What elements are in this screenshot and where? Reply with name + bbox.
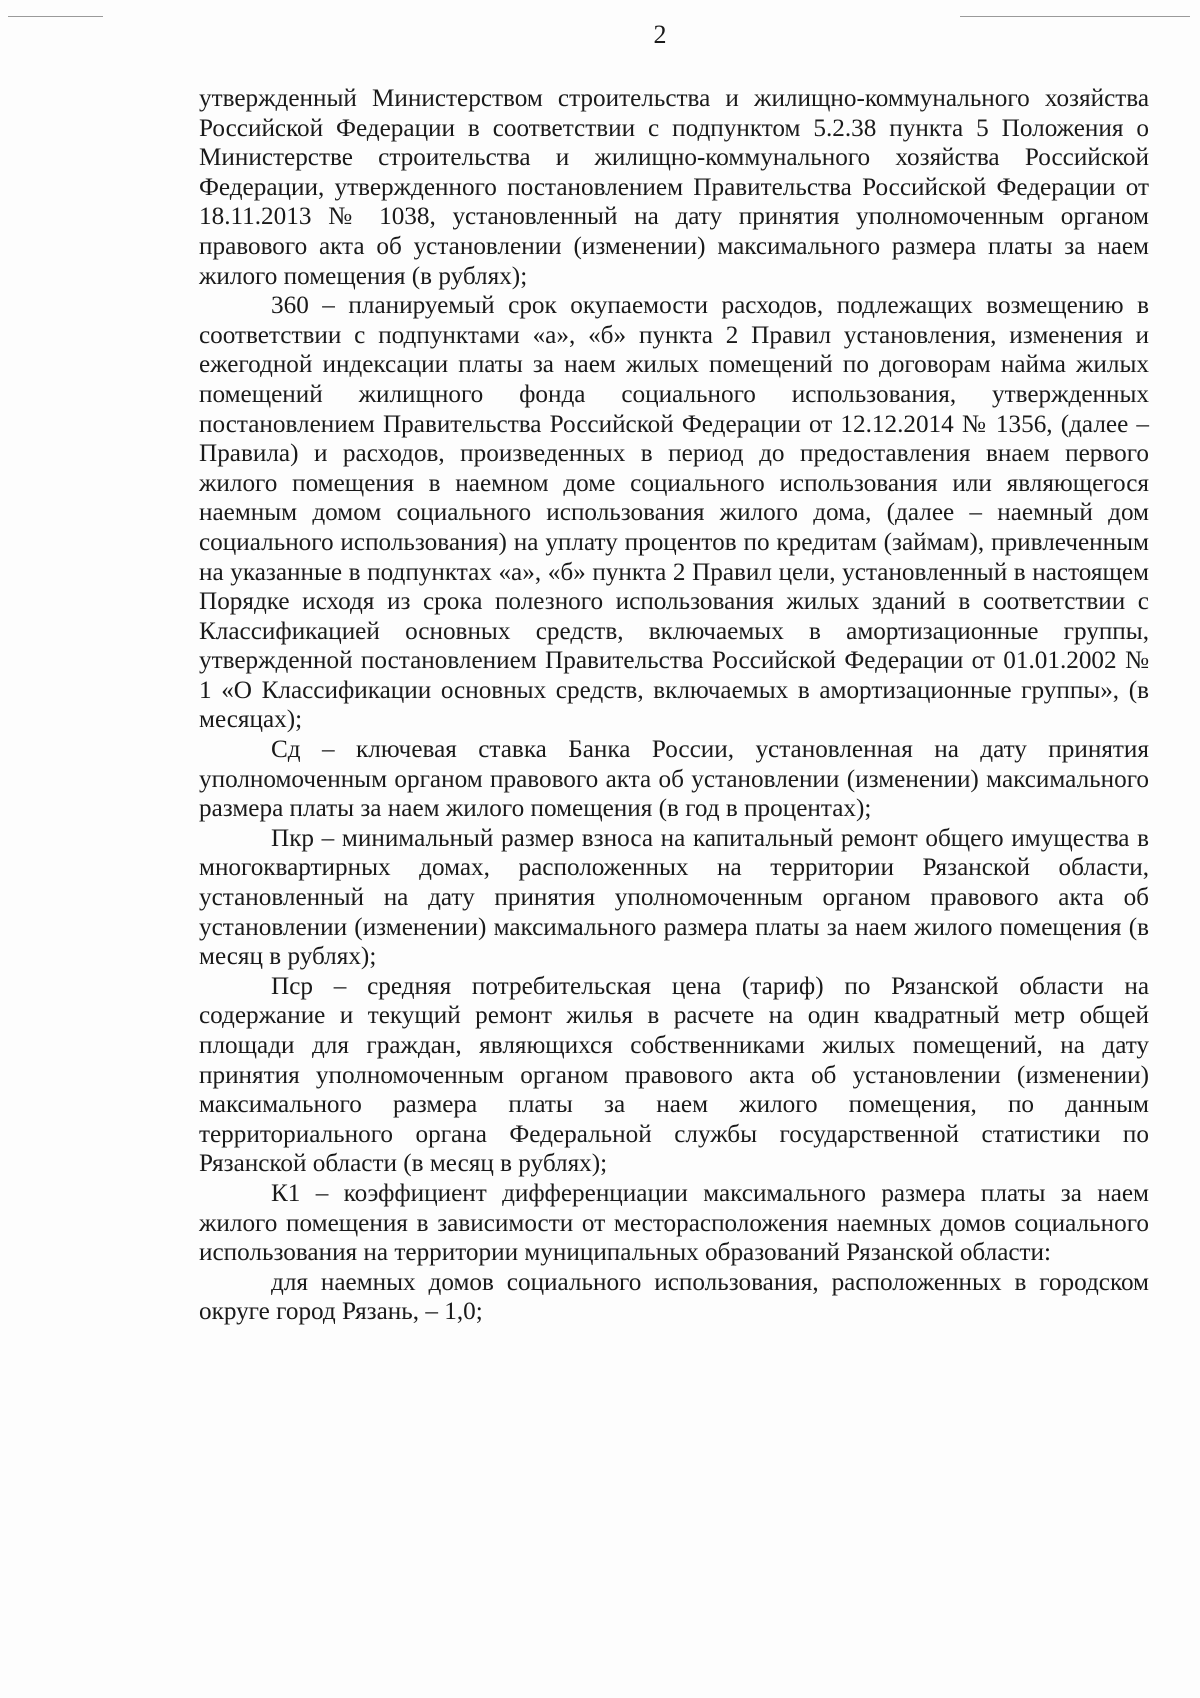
paragraph-psr-definition: Пср – средняя потребительская цена (тариф) по Рязанской области на содержание и текущий ремонт жилья в расчете на один квадратный метр общей площади для граждан, являющихся собственниками жилых помещений, на дату принятия уполномоченным органом правового акта об установлении (изменении) максимального размера платы за наем жилого помещения, по данным территориального органа Федеральной службы государственной статистики по Рязанской области (в месяц в рублях); bbox=[199, 972, 1149, 1178]
scan-artifact-top-left bbox=[8, 16, 103, 17]
paragraph-360-definition: 360 – планируемый срок окупаемости расходов, подлежащих возмещению в соответствии с подпунктами «а», «б» пункта 2 Правил установления, изменения и ежегодной индексации платы за наем жилых помещений по договорам найма жилых помещений жилищного фонда социального использования, утвержденных постановлением Правительства Российской Федерации от 12.12.2014 № 1356, (далее – Правила) и расходов, произведенных в период до предоставления внаем первого жилого помещения в наемном доме социального использования или являющегося наемным домом социального использования жилого дома, (далее – наемный дом социального использования) на уплату процентов по кредитам (займам), привлеченным на указанные в подпунктах «а», «б» пункта 2 Правил цели, установленный в настоящем Порядке исходя из срока полезного использования жилых зданий в соответствии с Классификацией основных средств, включаемых в амортизационные группы, утвержденной постановлением Правительства Российской Федерации от 01.01.2002 № 1 «О Классификации основных средств, включаемых в амортизационные группы», (в месяцах); bbox=[199, 292, 1149, 734]
paragraph-k1-definition: К1 – коэффициент дифференциации максимального размера платы за наем жилого помещения в зависимости от месторасположения наемных домов социального использования на территории муниципальных образований Рязанской области: bbox=[199, 1179, 1149, 1267]
paragraph-k1-ryazan-value: для наемных домов социального использования, расположенных в городском округе город Рязань, – 1,0; bbox=[199, 1268, 1149, 1326]
paragraph-continuation: утвержденный Министерством строительства и жилищно-коммунального хозяйства Российской Федерации в соответствии с подпунктом 5.2.38 пункта 5 Положения о Министерстве строительства и жилищно-коммунального хозяйства Российской Федерации, утвержденного постановлением Правительства Российской Федерации от 18.11.2013 № 1038, установленный на дату принятия уполномоченным органом правового акта об установлении (изменении) максимального размера платы за наем жилого помещения (в рублях); bbox=[199, 85, 1149, 290]
scan-artifact-top-right bbox=[960, 16, 1190, 17]
document-body bbox=[199, 84, 1149, 1327]
page-number: 2 bbox=[653, 20, 667, 49]
paragraph-pkr-definition: Пкр – минимальный размер взноса на капитальный ремонт общего имущества в многоквартирных домах, расположенных на территории Рязанской области, установленный на дату принятия уполномоченным органом правового акта об установлении (изменении) максимального размера платы за наем жилого помещения (в месяц в рублях); bbox=[199, 824, 1149, 971]
paragraph-sd-definition: Сд – ключевая ставка Банка России, установленная на дату принятия уполномоченным органом правового акта об установлении (изменении) максимального размера платы за наем жилого помещения (в год в процентах); bbox=[199, 736, 1149, 823]
